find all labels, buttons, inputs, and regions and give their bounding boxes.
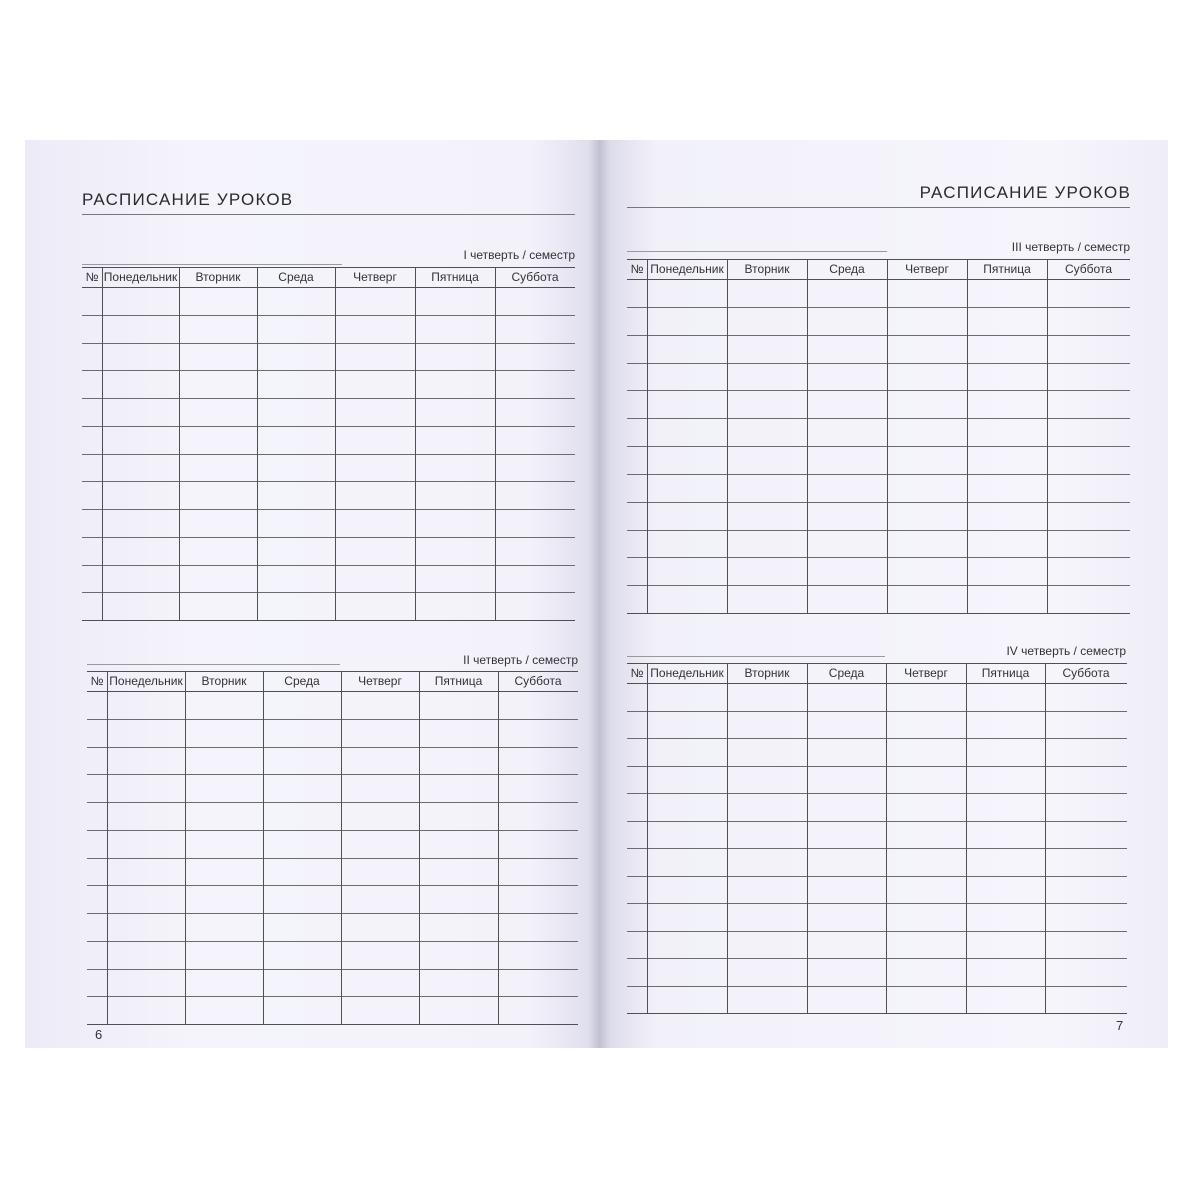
table-header-row (82, 267, 575, 287)
schedule-table-term-2 (87, 671, 578, 1024)
header-day: Суббота (511, 270, 559, 284)
left-page (25, 140, 599, 1048)
table-row-line (87, 858, 578, 859)
table-column-line (179, 267, 180, 620)
table-row-line (87, 774, 578, 775)
table-top-border (87, 671, 578, 672)
schedule-table-term-1 (82, 267, 575, 620)
table-row-line (82, 592, 575, 593)
header-day: Четверг (358, 674, 402, 688)
table-row-line (627, 585, 1130, 586)
table-row-line (627, 958, 1127, 959)
table-row-line (82, 287, 575, 288)
term-label-2: II четверть / семестр (463, 653, 578, 667)
header-number: № (630, 666, 644, 680)
table-row-line (82, 454, 575, 455)
header-day: Четверг (905, 262, 949, 276)
blank-line (627, 251, 887, 252)
header-day: Четверг (904, 666, 948, 680)
table-column-line (807, 259, 808, 613)
term-label-4: IV четверть / семестр (1006, 644, 1126, 658)
table-column-line (257, 267, 258, 620)
table-row-line (87, 719, 578, 720)
blank-line (82, 264, 342, 265)
header-day: Пятница (431, 270, 479, 284)
table-row-line (627, 683, 1127, 684)
table-row-line (627, 474, 1130, 475)
table-column-line (419, 671, 420, 1024)
table-row-line (627, 903, 1127, 904)
table-row-line (87, 913, 578, 914)
table-row-line (82, 398, 575, 399)
table-column-line (102, 267, 103, 620)
header-day: Пятница (434, 674, 483, 688)
header-day: Вторник (201, 674, 247, 688)
right-page (599, 140, 1168, 1048)
header-number: № (630, 262, 644, 276)
table-row-line (627, 363, 1130, 364)
blank-line (87, 664, 340, 665)
header-day: Суббота (514, 674, 562, 688)
header-day: Среда (284, 674, 320, 688)
table-row-line (627, 613, 1130, 614)
table-row-line (627, 279, 1130, 280)
table-row-line (82, 565, 575, 566)
table-row-line (87, 996, 578, 997)
schedule-table-term-4 (627, 663, 1127, 1013)
table-row-line (627, 418, 1130, 419)
table-header-row (87, 671, 578, 691)
table-row-line (627, 793, 1127, 794)
table-row-line (627, 876, 1127, 877)
table-row-line (627, 848, 1127, 849)
table-row-line (82, 620, 575, 621)
table-row-line (627, 335, 1130, 336)
header-day: Среда (828, 666, 865, 680)
table-row-line (87, 830, 578, 831)
table-top-border (82, 267, 575, 268)
table-row-line (627, 502, 1130, 503)
table-row-line (627, 711, 1127, 712)
table-row-line (87, 691, 578, 692)
table-row-line (82, 509, 575, 510)
table-column-line (967, 259, 968, 613)
table-row-line (627, 307, 1130, 308)
header-day: Пятница (981, 666, 1030, 680)
table-top-border (627, 663, 1127, 664)
table-column-line (335, 267, 336, 620)
table-row-line (82, 343, 575, 344)
table-row-line (627, 557, 1130, 558)
table-header-row (627, 663, 1127, 683)
table-row-line (87, 969, 578, 970)
table-row-line (87, 802, 578, 803)
header-day: Понедельник (650, 666, 724, 680)
table-row-line (627, 738, 1127, 739)
header-day: Четверг (353, 270, 397, 284)
table-row-line (82, 481, 575, 482)
table-column-line (727, 663, 728, 1013)
table-row-line (87, 747, 578, 748)
table-row-line (87, 1024, 578, 1025)
header-day: Суббота (1062, 666, 1110, 680)
header-day: Вторник (195, 270, 241, 284)
header-number: № (90, 674, 104, 688)
header-day: Вторник (744, 262, 790, 276)
table-row-line (627, 821, 1127, 822)
table-column-line (415, 267, 416, 620)
table-row-line (82, 370, 575, 371)
table-column-line (887, 259, 888, 613)
table-column-line (807, 663, 808, 1013)
table-column-line (966, 663, 967, 1013)
table-column-line (886, 663, 887, 1013)
table-column-line (647, 663, 648, 1013)
table-row-line (82, 537, 575, 538)
table-row-line (627, 986, 1127, 987)
table-row-line (627, 1013, 1127, 1014)
table-column-line (647, 259, 648, 613)
schedule-table-term-3 (627, 259, 1130, 613)
header-day: Пятница (983, 262, 1031, 276)
table-column-line (1045, 663, 1046, 1013)
table-row-line (627, 446, 1130, 447)
term-label-1: I четверть / семестр (463, 248, 575, 262)
table-column-line (498, 671, 499, 1024)
table-row-line (82, 426, 575, 427)
header-number: № (85, 270, 99, 284)
page-number: 7 (1116, 1018, 1124, 1033)
header-day: Среда (829, 262, 865, 276)
blank-line (627, 656, 885, 657)
page-title: РАСПИСАНИЕ УРОКОВ (82, 190, 294, 209)
table-header-row (627, 259, 1130, 279)
table-row-line (87, 885, 578, 886)
table-row-line (82, 315, 575, 316)
table-column-line (1047, 259, 1048, 613)
header-day: Среда (278, 270, 314, 284)
header-day: Понедельник (103, 270, 178, 284)
table-column-line (263, 671, 264, 1024)
table-row-line (627, 766, 1127, 767)
header-day: Вторник (744, 666, 790, 680)
table-column-line (341, 671, 342, 1024)
title-rule (82, 214, 575, 215)
table-row-line (87, 941, 578, 942)
term-label-3: III четверть / семестр (1011, 240, 1130, 254)
page-title: РАСПИСАНИЕ УРОКОВ (919, 183, 1131, 202)
table-column-line (185, 671, 186, 1024)
table-column-line (495, 267, 496, 620)
table-row-line (627, 931, 1127, 932)
table-row-line (627, 530, 1130, 531)
table-column-line (107, 671, 108, 1024)
title-rule (627, 207, 1130, 208)
notebook-spread (25, 140, 1168, 1048)
header-day: Понедельник (650, 262, 724, 276)
table-column-line (727, 259, 728, 613)
header-day: Понедельник (109, 674, 183, 688)
table-row-line (627, 390, 1130, 391)
table-top-border (627, 259, 1130, 260)
header-day: Суббота (1065, 262, 1112, 276)
page-number: 6 (95, 1027, 103, 1042)
book-gutter (588, 140, 610, 1048)
